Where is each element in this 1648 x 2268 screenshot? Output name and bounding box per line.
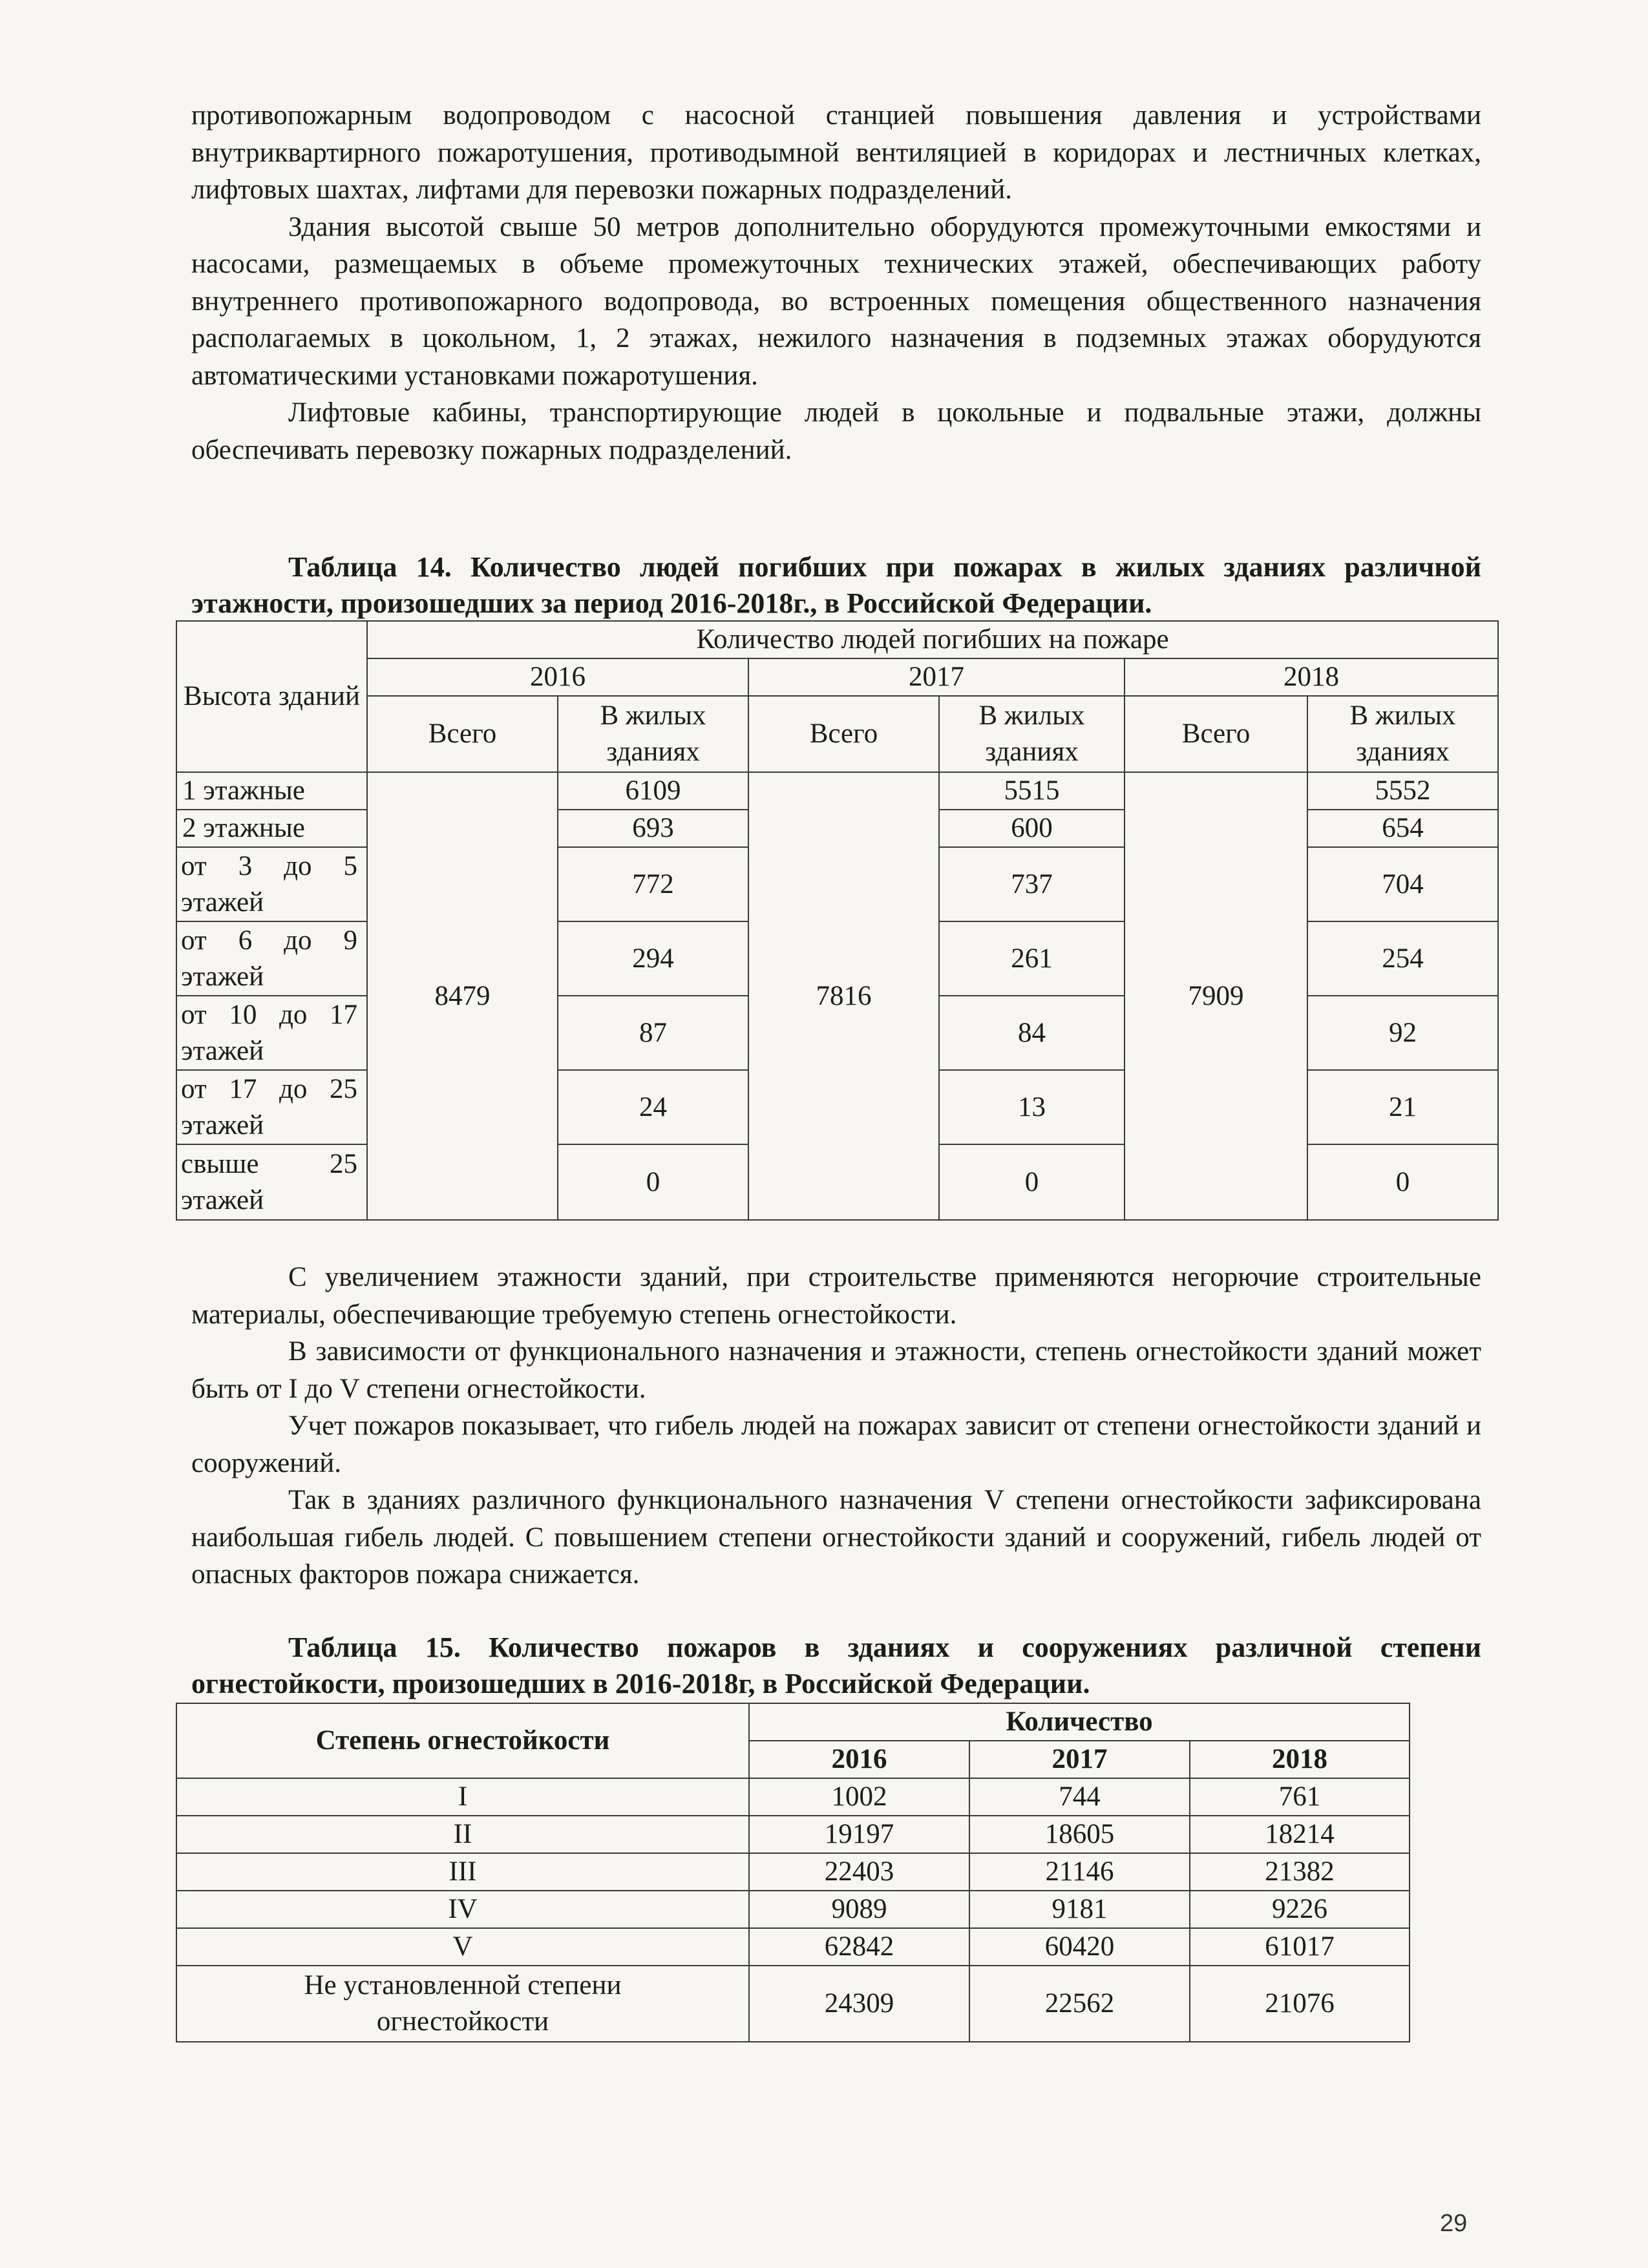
table-15: [176, 1703, 1410, 2042]
intro-paragraph-2: Здания высотой свыше 50 метров дополнительно оборудуются промежуточными емкостями и насосами, размещаемых в объеме промежуточных технических этажей, обеспечивающих работу внутреннего противопожарного водопровода, во встроенных помещения общественного назначения располагаемых в цокольном, 1, 2 этажах, нежилого назначения в подземных этажах оборудуются автоматическими установками пожаротушения.: [191, 211, 1481, 391]
table-15-caption: Таблица 15. Количество пожаров в зданиях и сооружениях различной степени огнестойкости, произошедших в 2016-2018г, в Российской Федерации.: [191, 1632, 1481, 1699]
cell-value: 600: [939, 810, 1125, 847]
row-label: Не установленной степени огнестойкости: [176, 1966, 749, 2042]
cell-value: 761: [1190, 1778, 1410, 1816]
cell-value: 24: [558, 1070, 748, 1144]
row-label: 2 этажные: [176, 810, 367, 847]
total-2016: 8479: [367, 772, 558, 1220]
cell-value: 21: [1307, 1070, 1498, 1144]
header-count: Количество: [749, 1703, 1410, 1741]
cell-value: 693: [558, 810, 748, 847]
row-label: III: [176, 1853, 749, 1891]
row-label: IV: [176, 1891, 749, 1928]
cell-value: 772: [558, 847, 748, 921]
table-14: [176, 620, 1499, 1221]
cell-value: 24309: [749, 1966, 969, 2042]
row-label: II: [176, 1816, 749, 1853]
row-label: свыше 25 этажей: [176, 1144, 367, 1220]
header-deaths-group: Количество людей погибших на пожаре: [367, 621, 1498, 658]
cell-value: 704: [1307, 847, 1498, 921]
header-year-2018: 2018: [1190, 1741, 1410, 1778]
table-row: [176, 1891, 1410, 1928]
table-row: [176, 1816, 1410, 1853]
cell-value: 13: [939, 1070, 1125, 1144]
cell-value: 9226: [1190, 1891, 1410, 1928]
document-page: [181, 97, 1481, 2037]
cell-value: 61017: [1190, 1928, 1410, 1966]
header-fire-resistance-degree: Степень огнестойкости: [176, 1703, 749, 1778]
cell-value: 9181: [969, 1891, 1190, 1928]
table-row: [176, 1778, 1410, 1816]
table-row: [176, 1966, 1410, 2042]
cell-value: 9089: [749, 1891, 969, 1928]
cell-value: 744: [969, 1778, 1190, 1816]
cell-value: 84: [939, 996, 1125, 1070]
row-label: 1 этажные: [176, 772, 367, 810]
cell-value: 62842: [749, 1928, 969, 1966]
middle-paragraph-2: В зависимости от функционального назначения и этажности, степень огнестойкости зданий может быть от I до V степени огнестойкости.: [191, 1336, 1481, 1404]
cell-value: 19197: [749, 1816, 969, 1853]
cell-value: 1002: [749, 1778, 969, 1816]
cell-value: 5552: [1307, 772, 1498, 810]
cell-value: 87: [558, 996, 748, 1070]
cell-value: 0: [939, 1144, 1125, 1220]
cell-value: 18605: [969, 1816, 1190, 1853]
header-building-height: Высота зданий: [176, 621, 367, 772]
table-row: [176, 772, 1498, 810]
cell-value: 0: [558, 1144, 748, 1220]
row-label: от 10 до 17 этажей: [176, 996, 367, 1070]
header-residential-2016: В жилых зданиях: [558, 696, 748, 772]
cell-value: 60420: [969, 1928, 1190, 1966]
cell-value: 737: [939, 847, 1125, 921]
page-number: 29: [1440, 2210, 1468, 2237]
cell-value: 654: [1307, 810, 1498, 847]
middle-paragraph-4: Так в зданиях различного функционального назначения V степени огнестойкости зафиксирована наибольшая гибель людей. С повышением степени огнестойкости зданий и сооружений, гибель людей от опасных факторов пожара снижается.: [191, 1485, 1481, 1590]
table-14-caption: Таблица 14. Количество людей погибших при пожарах в жилых зданиях различной этажности, произошедших за период 2016-2018г., в Российской Федерации.: [191, 551, 1481, 619]
cell-value: 21146: [969, 1853, 1190, 1891]
header-year-2016: 2016: [749, 1741, 969, 1778]
cell-value: 254: [1307, 921, 1498, 996]
cell-value: 18214: [1190, 1816, 1410, 1853]
header-year-2016: 2016: [367, 658, 748, 696]
header-total-2018: Всего: [1125, 696, 1307, 772]
header-year-2017: 2017: [969, 1741, 1190, 1778]
header-residential-2017: В жилых зданиях: [939, 696, 1125, 772]
row-label: от 17 до 25 этажей: [176, 1070, 367, 1144]
row-label: от 6 до 9 этажей: [176, 921, 367, 996]
cell-value: 261: [939, 921, 1125, 996]
header-year-2017: 2017: [748, 658, 1125, 696]
middle-paragraph-1: С увеличением этажности зданий, при строительстве применяются негорючие строительные материалы, обеспечивающие требуемую степень огнестойкости.: [191, 1262, 1481, 1330]
row-label: от 3 до 5 этажей: [176, 847, 367, 921]
table-row: [176, 1853, 1410, 1891]
cell-value: 5515: [939, 772, 1125, 810]
cell-value: 21382: [1190, 1853, 1410, 1891]
cell-value: 6109: [558, 772, 748, 810]
cell-value: 294: [558, 921, 748, 996]
cell-value: 0: [1307, 1144, 1498, 1220]
intro-paragraph-1: противопожарным водопроводом с насосной станцией повышения давления и устройствами внутриквартирного пожаротушения, противодымной вентиляцией в коридорах и лестничных клетках, лифтовых шахтах, лифтами для перевозки пожарных подразделений.: [191, 100, 1481, 205]
row-label: I: [176, 1778, 749, 1816]
cell-value: 21076: [1190, 1966, 1410, 2042]
row-label: V: [176, 1928, 749, 1966]
header-year-2018: 2018: [1125, 658, 1498, 696]
cell-value: 22403: [749, 1853, 969, 1891]
total-2017: 7816: [748, 772, 939, 1220]
intro-paragraph-3: Лифтовые кабины, транспортирующие людей в цокольные и подвальные этажи, должны обеспечивать перевозку пожарных подразделений.: [191, 397, 1481, 465]
cell-value: 22562: [969, 1966, 1190, 2042]
header-residential-2018: В жилых зданиях: [1307, 696, 1498, 772]
table-row: [176, 1928, 1410, 1966]
middle-text: [191, 1259, 1481, 1593]
total-2018: 7909: [1125, 772, 1307, 1220]
cell-value: 92: [1307, 996, 1498, 1070]
middle-paragraph-3: Учет пожаров показывает, что гибель людей на пожарах зависит от степени огнестойкости зданий и сооружений.: [191, 1411, 1481, 1478]
header-total-2016: Всего: [367, 696, 558, 772]
header-total-2017: Всего: [748, 696, 939, 772]
